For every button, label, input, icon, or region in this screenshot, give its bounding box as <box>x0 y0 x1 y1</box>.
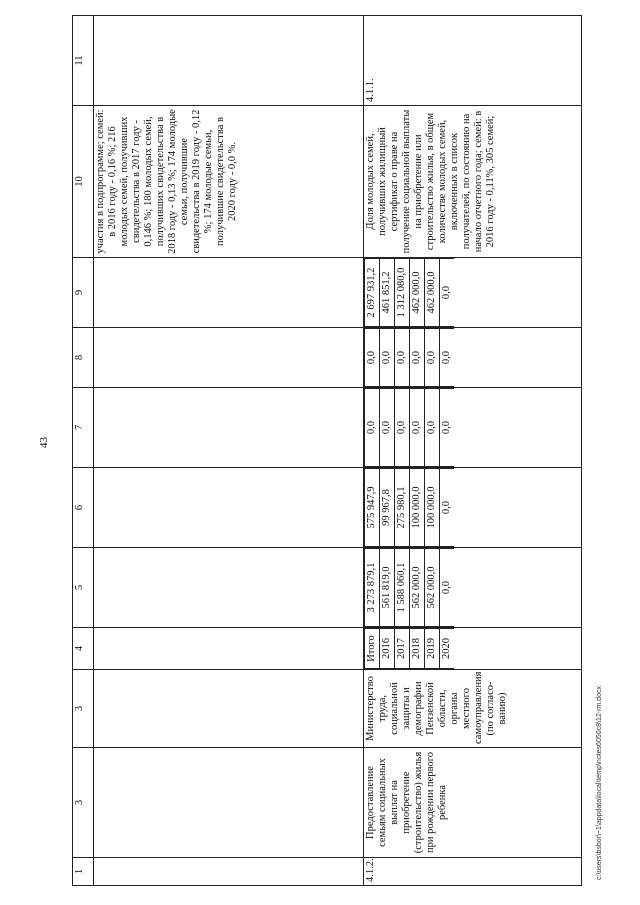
value: 0,0 <box>395 329 410 387</box>
file-path: c:\users\bsbor\~1\appdata\local\temp\notes6050c8\12-rm.docx <box>596 686 603 880</box>
year-label: Итого <box>365 629 380 669</box>
value: 0,0 <box>365 329 380 387</box>
value: 0,0 <box>380 389 395 467</box>
page-number: 43 <box>38 437 50 448</box>
year-label: 2020 <box>440 629 455 669</box>
row-number: 4.1.2. <box>364 858 582 886</box>
header-col-7: 7 <box>73 388 94 468</box>
continuation-row <box>94 16 364 886</box>
header-col-5: 5 <box>73 548 94 628</box>
program-table <box>72 15 582 886</box>
row-executor: Министерство труда, социальной защиты и демографии Пензенской области, органы местного самоуправления (по согласо-ванию) <box>364 670 582 748</box>
value: 462 000,0 <box>410 259 425 327</box>
value: 0,0 <box>440 469 455 547</box>
year-label: 2018 <box>410 629 425 669</box>
rotated-table-wrapper <box>72 16 582 886</box>
year-label: 2016 <box>380 629 395 669</box>
value: 1 588 060,1 <box>395 549 410 627</box>
value: 0,0 <box>440 329 455 387</box>
col6-cell <box>364 468 582 548</box>
col9-cell <box>364 258 582 328</box>
header-col-8: 8 <box>73 328 94 388</box>
continuation-text: участия в подпрограмме; семей: в 2016 году - 0,16 %; 216 молодых семей, получивших свидетельства в 2017 году - 0,146 %; 180 молодых семей, получивших свидетельства в 2018 году - 0,13 %; 174 молодые семьи, получившие свидетельства в 2019 году - 0,12 %; 174 молодые семьи, получившие свидетельства в 2020 году - 0,0 %. <box>94 106 364 258</box>
value: 2 697 931,2 <box>365 259 380 327</box>
value: 0,0 <box>410 329 425 387</box>
value: 0,0 <box>410 389 425 467</box>
value: 275 980,1 <box>395 469 410 547</box>
year-label: 2019 <box>425 629 440 669</box>
value: 575 947,9 <box>365 469 380 547</box>
value: 100 000,0 <box>425 469 440 547</box>
header-col-3: 3 <box>73 670 94 748</box>
value: 0,0 <box>440 259 455 327</box>
value: 462 000,0 <box>425 259 440 327</box>
value: 0,0 <box>380 329 395 387</box>
year-label: 2017 <box>395 629 410 669</box>
table-stage <box>72 16 582 886</box>
value: 0,0 <box>440 389 455 467</box>
value: 561 819,0 <box>380 549 395 627</box>
value: 0,0 <box>395 389 410 467</box>
header-col-2: 3 <box>73 748 94 858</box>
header-col-4: 4 <box>73 628 94 670</box>
header-col-11: 11 <box>73 16 94 106</box>
header-col-1: 1 <box>73 858 94 886</box>
value: 3 273 879,1 <box>365 549 380 627</box>
value: 1 312 080,0 <box>395 259 410 327</box>
table-row <box>364 16 582 886</box>
years-cell <box>364 628 582 670</box>
header-col-9: 9 <box>73 258 94 328</box>
header-row <box>73 16 94 886</box>
row-title: Предоставление семьям социальных выплат на приобретение (строительство) жилья при рождении первого ребенка <box>364 748 582 858</box>
indicator-text: Доля молодых семей, получивших жилищный сертификат о праве на получение социальной выплаты на приобретение или строительство жилья, в общем количестве молодых семей, включенных в список получателей, по состоянию на начало отчетного года; семей: в 2016 году - 0,11%, 305 семей; <box>364 106 582 258</box>
value: 461 851,2 <box>380 259 395 327</box>
value: 0,0 <box>365 389 380 467</box>
value: 562 000,0 <box>425 549 440 627</box>
link-ref: 4.1.1. <box>364 16 582 106</box>
header-col-10: 10 <box>73 106 94 258</box>
col7-cell <box>364 388 582 468</box>
col8-cell <box>364 328 582 388</box>
value: 0,0 <box>425 389 440 467</box>
header-col-6: 6 <box>73 468 94 548</box>
value: 99 967,8 <box>380 469 395 547</box>
value: 0,0 <box>440 549 455 627</box>
value: 562 000,0 <box>410 549 425 627</box>
value: 100 000,0 <box>410 469 425 547</box>
value: 0,0 <box>425 329 440 387</box>
col5-cell <box>364 548 582 628</box>
